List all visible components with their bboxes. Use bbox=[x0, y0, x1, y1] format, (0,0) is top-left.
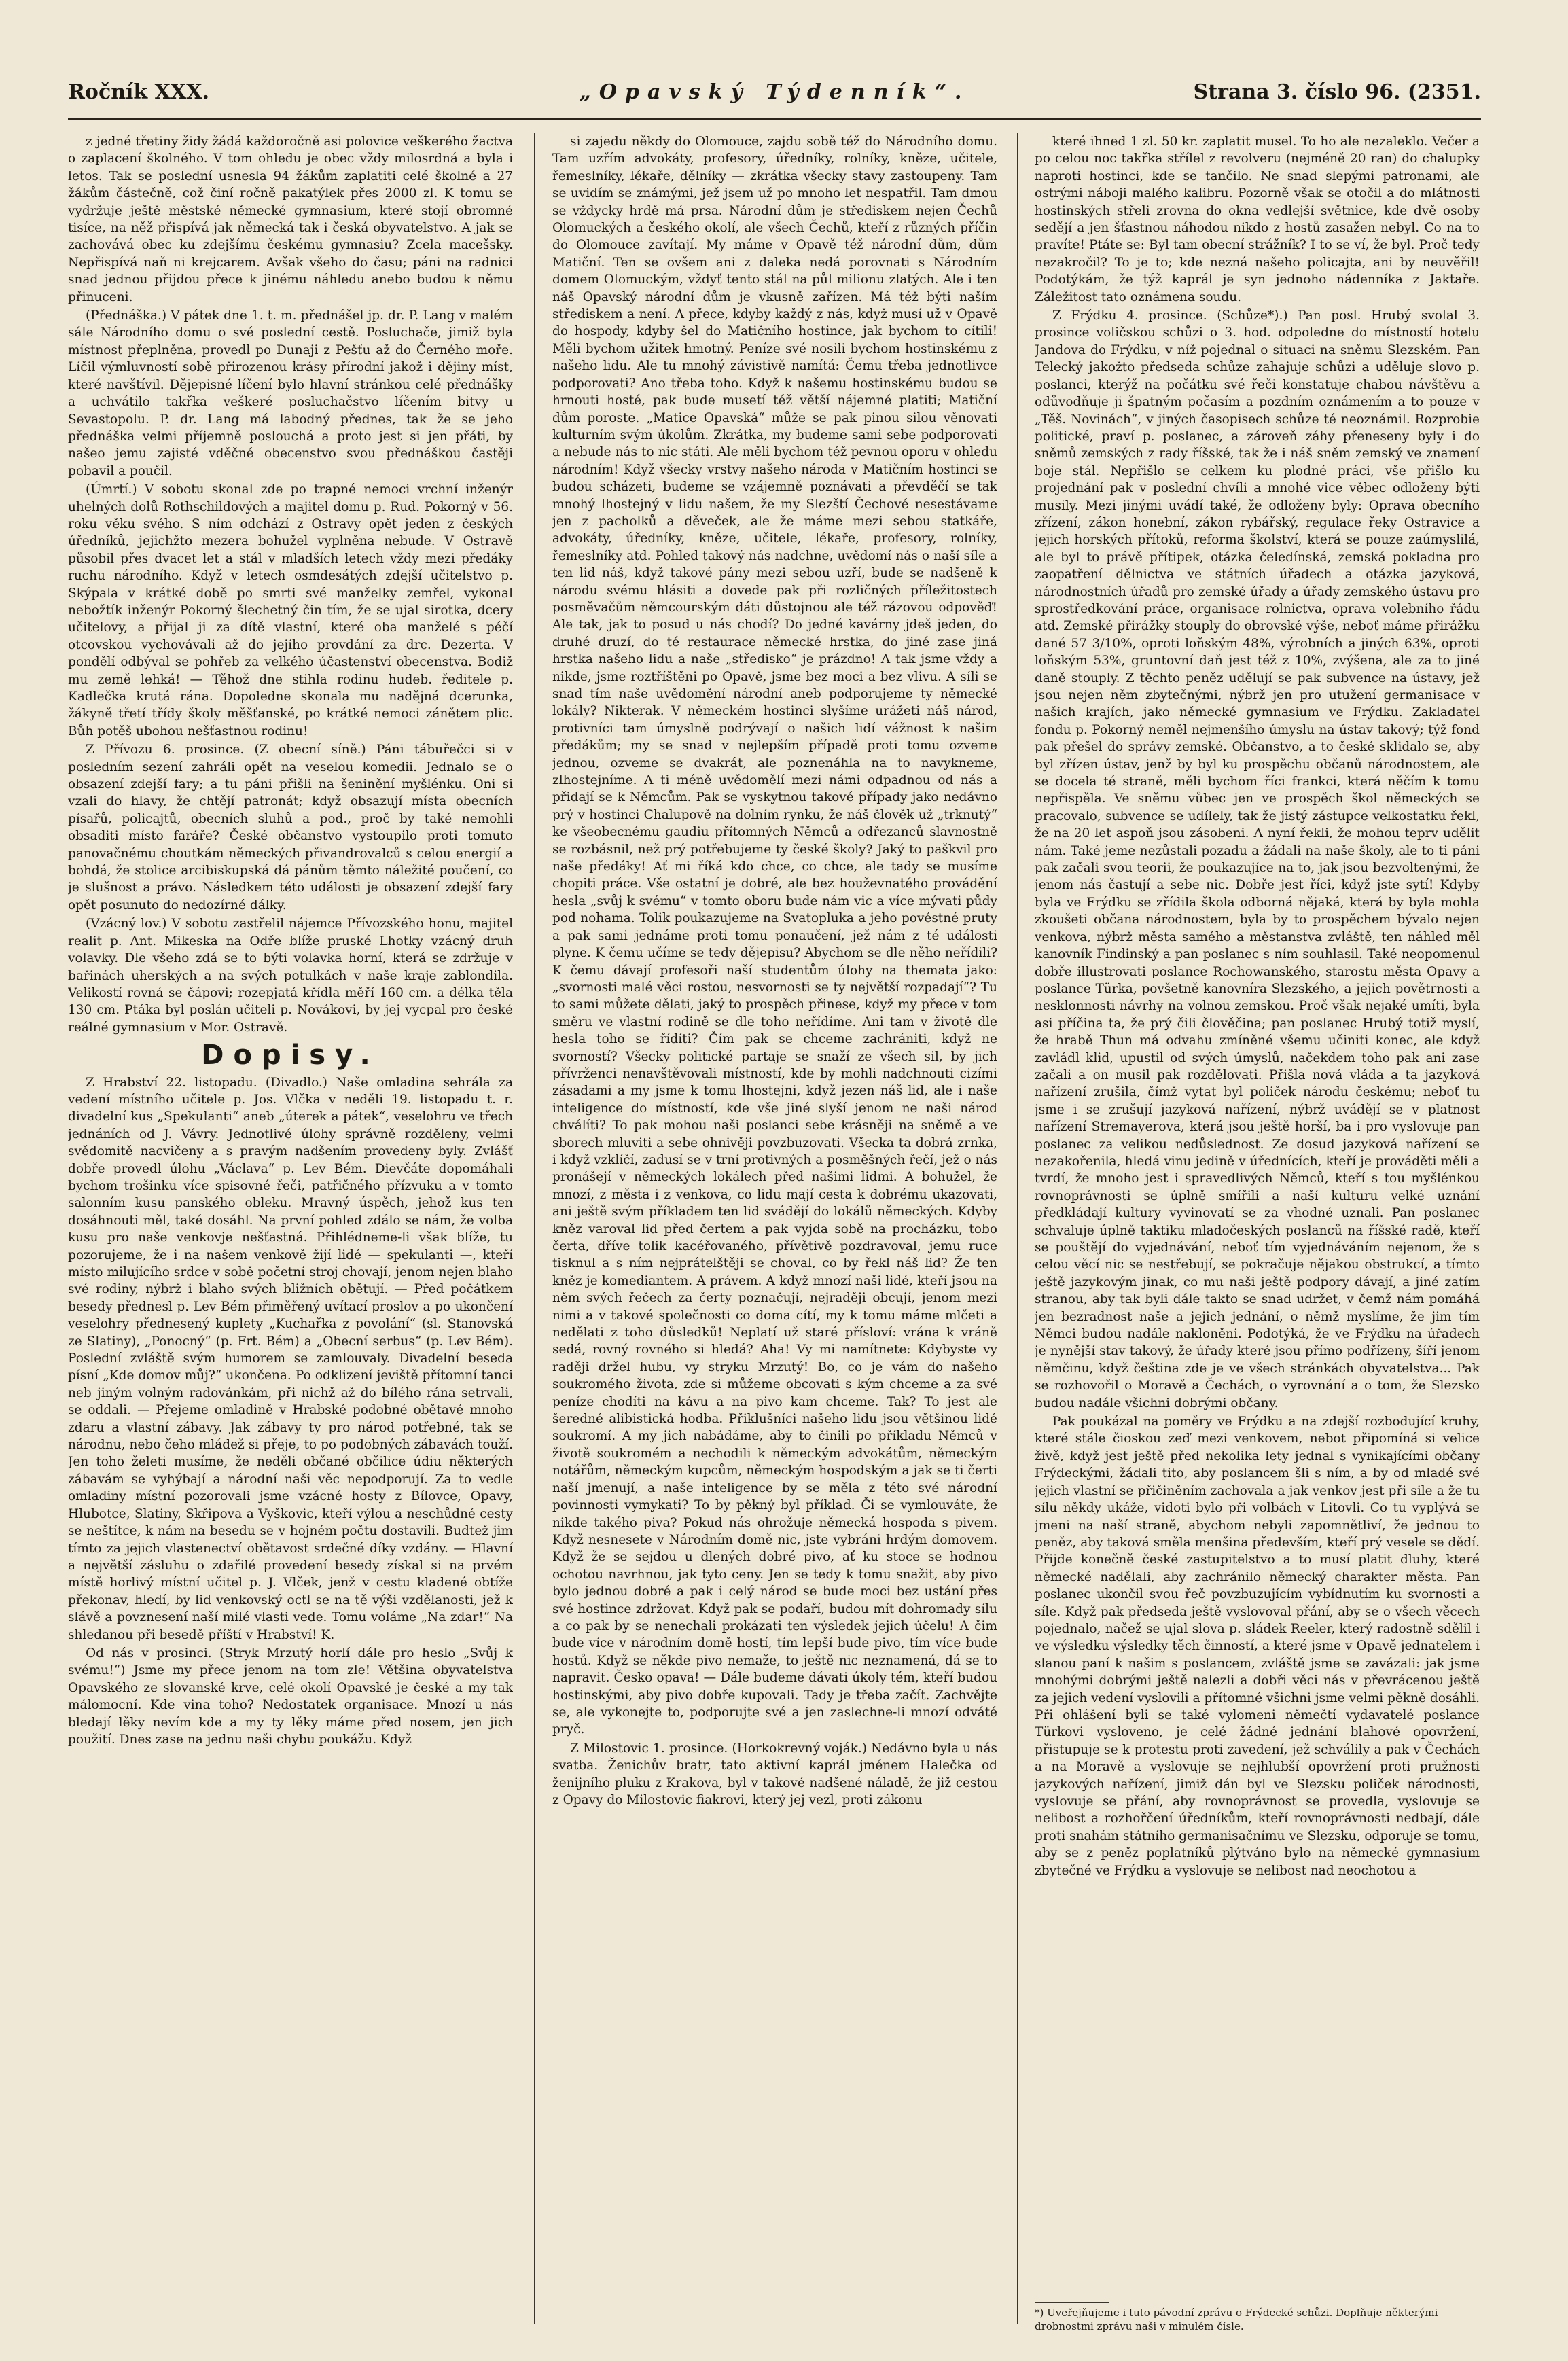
column-divider bbox=[534, 133, 535, 2324]
volume-label: Ročník XXX. bbox=[68, 80, 209, 104]
footnote-area bbox=[1035, 2302, 1480, 2333]
article-paragraph: Z Přívozu 6. prosince. (Z obecní síně.) Páni tábuřečci si v posledním sezení zahráli opět na veselou komedii. Jednalo se o obsazení zdejší fary; a tu páni přišli na šeninění myšlénku. Oni si vzali do hlavy, že chtějí patronát; když obsazují místa obecních písařů, policajtů, obecních sluhů a pod., proč by také nemohli obsaditi místo faráře? České občanstvo vystoupilo proti tomuto panovačnému choutkám německých přivandrovalců s celou energií a bohdá, že stolice arcibiskupská dá pánům těmto náležité poučení, co je slušnost a právo. Následkem této události je obsazení zdejší fary opět posunuto do nedozírné dálky. bbox=[68, 743, 513, 912]
article-paragraph: Pak poukázal na poměry ve Frýdku a na zdejší rozbodující kruhy, které stále čioskou zeď mezi venkovem, nebot připomíná si velice živě, když jest ještě před nekolika lety jednal s vynikajícími občany Frýdeckými, žádali tito, aby poslancem šli s ním, a by od mladé své jejich vlastní se přičiněním zachovala a jak venkov jest při sile a že tu sílu někdy ukáže, vidoti bylo při volbách v Litovli. Co tu vyplývá se jmeni na naší straně, abychom nebyli zapomnětliví, že jednou to peněz, aby taková směla menšina především, kteří prý vesele se dědí. Přijde konečně české zastupitelstvo a to musí platit dluhy, které německé nadělali, aby zachránilo německý charakter města. Pan poslanec ukončil svou řeč povzbuzujícím vybídnutím ku svornosti a síle. Když pak předseda ještě vyslovoval přání, aby se o všech věcech pojednalo, načež se ujal slova p. sládek Reeler, který radostně sdělil i ve výsledku výsledky těch činností, a které jsme v Opavě jednatelem i slanou paní k našim s poslancem, zvláště jsme se zavázali: jak jsme mnohými dobrými ještě nalezli a dobři věci nás v převrácenou ještě za jejich vedení vyslovili a přítomné všichni jsme velmi pěkně dosáhli. Při ohlášení byli se také vylomeni němečtí vydavatelé poslance Türkovi vysloveno, je celé žádné jednání blahové opovržení, přistupuje se k protestu proti zavedení, jež schválily a pak v Čechách a na Moravě a vyslovuje se nejhlubší opovržení proti pružnosti jazykových nařízení, jimiž dán byl ve Slezsku poliček národnosti, vyslovuje se přání, aby rovnoprávnost se provedla, vyslovuje se nelibost a rozhořčení úředníkům, kteří rovnoprávnosti nedbají, dále proti snahám státního germanisačnímu ve Slezsku, odporuje se tomu, aby se z peněz poplatníků plýtváno bylo na německé gymnasium zbytečné ve Frýdku a vyslovuje se nelibost nad neochotou a bbox=[1035, 1415, 1480, 1878]
column-divider bbox=[1017, 133, 1018, 2324]
section-heading: Dopisy. bbox=[201, 1040, 380, 1071]
column-3 bbox=[1035, 133, 1480, 2335]
article-paragraph: (Vzácný lov.) V sobotu zastřelil nájemce Přívozského honu, majitel realit p. Ant. Mikeska na Odře blíže pruské Lhotky vzácný druh volavky. Dle všeho zdá se to býti volavka horní, která se zdržuje v bařinách uherských a na svých potulkách v naše kraje zablondila. Velikostí rovná se čápovi; rozepjatá křídla měří 160 cm. a délka těla 130 cm. Ptáka byl poslán učiteli p. Novákovi, by jej vycpal pro české reálné gymnasium v Mor. Ostravě. bbox=[68, 917, 513, 1035]
column-2 bbox=[552, 133, 997, 2335]
newspaper-title: „Opavský Týdenník“. bbox=[579, 80, 970, 104]
article-paragraph: (Přednáška.) V pátek dne 1. t. m. přednášel jp. dr. P. Lang v malém sále Národního domu o své poslední cestě. Posluchače, jimiž byla místnost přeplněna, provedl po Dunaji z Pešťu až do Černého moře. Líčil výmluvností sobě přirozenou krásy přírodní jakož i dějiny míst, které navštívil. Dějepisné líčení bylo hlavní stránkou celé přednášky a uchvátilo takřka veškeré posluchačstvo líčením bitvy u Sevastopolu. P. dr. Lang má labodný přednes, tak že se jeho přednáška velmi příjemně poslouchá a proto jest si jen přáti, by našeo jemu zajisté vděčné obecenstvo svou přednáškou častěji pobavil a poučil. bbox=[68, 308, 513, 478]
article-paragraph: si zajedu někdy do Olomouce, zajdu sobě též do Národního domu. Tam uzřím advokáty, profesory, úředníky, rolníky, kněze, učitele, řemeslníky, lékaře, dělníky — zkrátka všecky stavy zastoupeny. Tam se uvidím se známými, jež jsem už po mnoho let nespatřil. Tam dmou se vždycky hrdě má prsa. Národní dům je střediskem nejen Čechů Olomuckých a českého okolí, ale všech Čechů, kteří z různých příčin do Olomouce zavítají. My máme v Opavě též národní dům, dům Matiční. Ten se ovšem ani z daleka nedá porovnati s Národním domem Olomuckým, vždyť tento stál na půl milionu zlatých. Ale i ten náš Opavský národní dům je vkusně zařízen. Má též býti naším střediskem a není. A přece, kdyby každý z nás, když musí už v Opavě do hospody, kdyby šel do Matičního hostince, jak bychom to cítili! Měli bychom užitek hmotný. Peníze své nosili bychom hostinskému z našeho lidu. Ale tu mnohý závistivě namítá: Čemu třeba jednotlivce podporovati? Ano třeba toho. Když k našemu hostinskému budou se hrnouti hosté, pak bude musetí též větší nájemné platiti; Matiční dům poroste. „Matice Opavská“ může se pak pinou silou věnovati kulturním svým úkolům. Zkrátka, my budeme sami sebe podporovati a nebude nás to nic státi. Ale měli bychom též pevnou oporu v ohledu národním! Když všecky vrstvy našeho národa v Matičním hostinci se budou scházeti, budeme se vzájemně poznávati a převděčí se tak mnohý lhostejný v lidu našem, že my Slezští Čechové nesestávame jen z pacholků a děveček, ale že máme mezi sebou statkáře, advokáty, úředníky, kněze, učitele, lékaře, profesory, rolníky, řemeslníky atd. Pohled takový nás nadchne, uvědomí nás o naší síle a ten lid náš, když takové pány mezi sebou uzří, bude se nadšeně k národu svému hlásiti a dovede pak při rozličných příležitostech posměvačům němcourským dáti důstojnou ale též rázovou odpověď! Ale tak, jak to posud u nás chodí? Do jedné kavárny jdeš jeden, do druhé druzí, do té restaurace německé hrstka, do jiné zase jiná hrstka našeho lidu a naše „středisko“ je prázdno! A tak jsme vždy a nikde, jsme roztříštěni po Opavě, jsme bez moci a bez vlivu. A síli se snad tím naše uvědomění národní aneb podporujeme ty německé lokály? Nikterak. V německém hostinci slyšíme urážeti náš národ, protivníci tam úmyslně podrývají o našich lidí vážnost k našim předákům; my se snad v nejlepším případě proti tomu ozveme jednou, ozveme se dvakrát, ale poznenáhla na to navykneme, zlhostejníme. A ti méně uvědomělí mezi námi odpadnou od nás a přidají se k Němcům. Pak se vyskytnou takové případy jako nedávno prý v hostinci Chalupově na dolním rynku, že náš člověk už „trknutý“ ke všeobecnému gaudiu přítomných Němců a odřezanců slavnostně se rozbásnil, než prý potřebujeme ty české školy? Jaký to paškvil pro naše předáky! Ať mi říká kdo chce, co chce, ale tady se musíme chopiti práce. Vše ostatní je dobré, ale bez houževnatého provádění hesla „svůj k svému“ v tomto oboru bude nám vic a více mývati půdy pod nohama. Tolik poukazujeme na Svatopluka a jeho povéstné pruty a pak sami jednáme proti tomu ponaučení, jež nám z té události plyne. K čemu učíme se tedy dějepisu? Abychom se dle něho neřídili? K čemu dávají profesoři naší studentům úlohy na themata jako: „svornosti malé věci rostou, nesvornosti se ty největší rozpadají“? Tu to sami můžete dělati, jaký to prospěch přinese, když my přece v tom směru ve vlastní rodině se dle toho neřídíme. Ani tam v životě dle hesla toho se řídíti? Čím pak se chceme zachrániti, když ne svorností? Všecky politické partaje se snaží ze všech sil, by jich přívrženci nenavštěvovali místností, kde by mohli nadchnouti cizími zásadami a my jsme k tomu lhostejni, když jezen náš lid, ale i naše inteligence do místností, kde vše jiné slyší jenom ne naši národ chválíti? To pak mohou naši poslanci sebe krásněji na sněmě a ve sborech mluviti a sebe ohnivěji povzbuzovati. Všecka ta dobrá zrnka, i když vzklíčí, zadusí se v trní protivných a posměšných řečí, jež o nás pronášejí v německých lokálech před našimi lidmi. A bohužel, že mnozí, z města i z venkova, co lidu mají cesta k dobrému ukazovati, ani ještě svým příkladem ten lid svádějí do lokálů německých. Kdyby kněz varoval lid před čertem a pak vyjda sobě na procházku, tobo čerta, dříve tolik kacéřovaného, přívětivě pozdravoval, jemu ruce tisknul a s ním nejprátelštěji se choval, co by řekl náš lid? Že ten kněz je komediantem. A právem. A když mnozí naši lidé, kteří jsou na něm svých řečech za čerty poznačují, nejraději obcují, jenom mezi nimi a v takové společnosti co doma cítí, my k tomu máme mlčeti a nedělati z toho důsledků! Neplatí už staré přísloví: vrána k vráně sedá, rovný rovného si hledá? Aha! Vy mi namítnete: Kdybyste vy raději držel hubu, vy stryku Mrzutý! Bo, co je vám do našeho soukromého života, zde si můžeme obcovati s kým chceme a za své peníze chodíti na kávu a na pivo kam chceme. Tak? To jest ale šeredné alibistická hodba. Přiklušníci našeho lidu jsou většinou lidé soukromí. A my jich nabádáme, aby to činili po příkladu Němců v životě soukromém a nechodili k německým advokátům, německým notářům, německým kupcům, německým hospodským a jak se ti čerti naší jmenují, a naše inteligence by se měla z této své národní povinnosti vymykati? To by pěkný byl příklad. Či se vymlouváte, že nikde takého piva? Pokud nás ohrožuje německá hospoda s pivem. Když nesnesete v Národním domě nic, jste vybráni hrdým domovem. Když že se sejdou u dlených dobré pivo, ať ku stoce se hodnou ochotou navrhnou, jak tyto ceny. Jen se tedy k tomu snažit, aby pivo bylo jednou dobré a pak i celý národ se bude moci bez ustání přes své hostince zdržovat. Když pak se podaří, budou mít dohromady sílu a co pak by se nenechali prokázati ten výsledek jejich účelu! A čim bude více v národním domě hostí, tím lepší bude pivo, tím více bude hostů. Když se někde pivo nemaže, to ještě nic neznamená, dá se to napravit. Česko opava! — Dále budeme dávati úkoly tém, kteří budou hostinskými, aby pivo dobře kupovali. Tady je třeba začít. Zachvějte se, ale vykonejte to, podporujte své a jen zaslechne-li mnozí odváté pryč. bbox=[552, 135, 997, 1737]
article-paragraph: Z Frýdku 4. prosince. (Schůze*).) Pan posl. Hrubý svolal 3. prosince voličskou schůzi o 3. hod. odpoledne do místností hotelu Jandova do Frýdku, v níž pojednal o situaci na sněmu Slezském. Pan Telecký jakožto předseda schůze zahajuje schůzi a uděluje slovo p. poslanci, kterýž na počátku své řeči konstatuje chabou návštěvu a odůvodňuje ji špatným počasím a pozdním oznámením a to pouze v „Těš. Novinách“, v jiných časopisech schůze té neoznámil. Rozprobie politické, praví p. poslanec, a zároveň záhy přeneseny byly i do sněmů zemských z rady říšské, tak že i náš sněm zemský ve znamení boje stál. Nepřišlo se celkem ku plodné práci, vše přišlo ku projednání pak v poslední chvíli a mnohé vice věbec odloženy býti musily. Mezi jinými uvádí také, že odloženy byly: Oprava obecního zřízení, zákon honební, zákon rybářský, regulace řeky Ostravice a jejich horských přítoků, reforma školství, která se pouze zaúmyslilá, ale byl to právě přítipek, otázka čeledínská, zemská pokladna pro zaopatření dělnictva ve státních úřadech a otázka jazyková, národnostních úřadů pro zemské úřady a úřady zemského ústavu pro sprostředkování práce, organisace rolnictva, oprava volebního řádu atd. Zemské přirážky stouply do obrovské výše, neboť máme přirážku dané 57 3/10%, oproti loňským 48%, výrobních a jiných 63%, oproti loňským 53%, gruntovní daň jest též z 10%, zvýšena, ale za to jiné daně stouply. Z těchto peněz udělují se pak subvence na ústavy, jež jsou nejen něm zbytečnými, nýbrž jen pro utužení germanisace v našich krajích, jako německé gymnasium ve Frýdku. Zakladatel fondu p. Pokorný neměl nejmenšího úmyslu na ústav takový; týž fond pak přešel do správy zemské. Občanstvo, a to české sklidalo se, aby byl zřízen ústav, jenž by byl ku prospěchu občanů národnostem, ale se docela té straně, měli bychom říci frankci, která něčím k tomu nepřispěla. Ve sněmu vůbec jen ve prospěch škol německých se pracovalo, subvence se udílely, tak že jistý zástupce velkostatku řekl, že na 20 let aspoň jsou zásobeni. A nyní řekli, že mohou teprv udělit nám. Také jeme nezůstali pozadu a žádali na naše školy, ale to ti páni pak začali svou teorii, že poukazujíce na to, jak jsou bezvoltenými, že jenom nás častují a sebe nic. Dobře jest říci, když jste sytí! Kdyby byla ve Frýdku se zřídila škola odborná nějaká, která by byla mohla zkoušeti občana národnostem, byla by to prospěchem bývalo nejen venkova, nýbrž města samého a městanstva zvláště, ten náhled měl kanovník Findinský a pan poslanec s ním souhlasil. Také neopomenul dobře illustrovati poslance Rochowanského, starostu města Opavy a poslance Türka, povšetně kanovníra Slezského, a jejich povětrnosti a nesklonnosti návrhy na volnou zemskou. Proč však nejaké umíti, byla asi příčina ta, že prý čili člověčina; pan poslanec Hrubý totiž myslí, že hrabě Thun má odvahu zmíněné všemu učiniti konec, ale když zavládl klid, upustil od svých úmyslů, načekdem toho pak ani zase začali a on musil pak rozdělovati. Přišla nová vláda a ta jazyková nařízení zrušila, čímž vytat byl poliček národu českému; neboť tu jsme i se zrušují jazyková nařízení, nýbrž uvádějí se v platnost nařízení Stremayerova, která jsou ještě horší, ba i pro vyslovuje pan poslanec za velikou nedůslednost. Ze dosud jazyková nařízení se nezakořenila, hledá vinu jedině v úřednících, kteří je prováděti měli a tvrdí, že mnoho jest i spravedlivých Němců, kteří s tou myšlénkou rovnoprávnosti se úplně smířili a naší kulturu velké uznání předkládají kultury vyvinovatí se za vhodné uznali. Pan poslanec schvaluje úplně taktiku mladočeských poslanců na říšské radě, kteří se pouštějí do vyjednávání, neboť tím vyjednáváním nejenom, že s celou věcí nic se nestřebují, se pokračuje nějakou obstrukcí, a tímto ještě jazykovým jinak, co mu naši ještě podpory dávají, a jiné zatím stranou, aby tak byli dále takto se snad udržet, v čemž nám pomáhá jen bezradnost naše a jejich jednání, o němž myslíme, že jim tím Němci budou nadále nakloněni. Podotýká, že ve Frýdku na úřadech je nynější stav takový, že úřady které jsou přímo podřízeny, šíří jenom němčinu, když čeština zde je ve všech stránkách obyvatelstva... Pak se rozhovořil o Moravě a Čechách, o vyrovnání a o tom, že Slezsko budou nadále všichni dobrými občany. bbox=[1035, 308, 1480, 1410]
page-number: Strana 3. číslo 96. (2351. bbox=[1193, 80, 1481, 104]
article-paragraph: Z Hrabství 22. listopadu. (Divadlo.) Naše omladina sehrála za vedení místního učitele p. Jos. Vlčka v neděli 19. listopadu t. r. divadelní kus „Spekulanti“ aneb „úterek a pátek“, veselohru ve třech jednáních od J. Vávry. Jednotlivé úlohy správně rozděleny, velmi svědomitě nacvičeny a s pravým nadšením provedeny byly. Zvlášť dobře provedl úlohu „Václava“ p. Lev Bém. Dievčáte dopomáhali bychom trošinku více spisovné řeči, patřičného přízvuku a v tomto salonním kusu panského obleku. Mravný úspěch, jehož kus ten dosáhnouti měl, také dosáhl. Na první pohled zdálo se nám, že volba kusu pro naše venkovje nešťastná. Přihlédneme-li však blíže, tu pozorujeme, že i na našem venkově žijí lidé — spekulanti —, kteří místo milujícího srdce v sobě početní stroj chovají, jenom nejen blaho své rodiny, nýbrž i blaho svých bližních obětují. — Před počátkem besedy přednesl p. Lev Bém přiměřený uvítací proslov a po ukončení veselohry přednesený kuplety „Kuchařka z povolání“ (sl. Stanovská ze Slatiny), „Ponocný“ (p. Frt. Bém) a „Obecní serbus“ (p. Lev Bém). Poslední zvláště svým humorem se zamlouvaly. Divadelní beseda písní „Kde domov můj?“ ukončena. Po odklizení jeviště přítomní tanci neb jiným volným radovánkám, při nichž až do bílého rána setrvali, se oddali. — Přejeme omladině v Hrabské podobné obětavé mnoho zdaru a vlastní zábavy. Jak zábavy ty pro národ potřebné, tak se národnu, nebo čeho mládež si přeje, to po podobných zábavách touží. Jen toho želeti musíme, že neděli občané občilice údiu některých zábavám se vyhýbají a národní naši věc nepodporují. Za to vedle omladiny místní pozorovali jsme vzácné hosty z Bílovce, Opavy, Hlubotce, Slatiny, Skřipova a Vyškovic, kteří výlou a neschůdné cesty se neštítce, k nám na besedu se v hojném počtu dostavili. Budtež jim tímto za jejich vlastenectví obětavost srdečné díky vzdány. — Hlavní a největší zásluhu o zdařilé provedení besedy získal si na prvém místě horlivý místní učitel p. J. Vlček, jenž v cestu kladené obtíže překonav, hledí, by lid venkovský octl se na tě výši vzdělanosti, jež k slávě a povznesení naší milé vlasti vede. Tomu voláme „Na zdar!“ Na shledanou při besedě příští v Hrabství! K. bbox=[68, 1075, 513, 1642]
article-paragraph: které ihned 1 zl. 50 kr. zaplatit musel. To ho ale nezaleklo. Večer a po celou noc takřka střílel z revolveru (nejméně 20 ran) do chalupky naproti hostinci, kde se tančilo. Ne snad slepými patronami, ale ostrými náboji malého kalibru. Pozorně však se otočil a do mlátnosti hostinských střeli zrovna do okna vedlejší světnice, kde dvě osoby sedějí a jen šťastnou náhodou nikdo z hostů zasažen nebyl. Co na to pravíte! Ptáte se: Byl tam obecní strážník? I to se ví, že byl. Proč tedy nezakročil? To je to; kde nezná našeho policajta, ani by neuvěřil! Podotýkám, že týž kaprál je syn jednoho nádenníka z Jaktaře. Záležitost tato oznámena soudu. bbox=[1035, 135, 1480, 304]
article-paragraph: Od nás v prosinci. (Stryk Mrzutý horlí dále pro heslo „Svůj k svému!“) Jsme my přece jenom na tom zle! Většina obyvatelstva Opavského ze slovanské krve, celé okolí Opavské je české a my tak málomocní. Kde vina toho? Nedostatek organisace. Mnozí u nás bledají lěky nevím kde a my ty lěky máme před nosem, jen jich použití. Dnes zase na jednu naši chybu poukážu. Když bbox=[68, 1646, 513, 1747]
article-paragraph: Z Milostovic 1. prosince. (Horkokrevný voják.) Nedávno byla u nás svatba. Ženichův bratr, tato aktivní kaprál jménem Halečka od ženijního pluku z Krakova, byl v takové nadšené náladě, že již cestou z Opavy do Milostovic fiakrovi, který jej vezl, proti zákonu bbox=[552, 1741, 997, 1807]
column-1 bbox=[68, 133, 513, 2335]
article-paragraph: (Úmrtí.) V sobotu skonal zde po trapné nemoci vrchní inženýr uhelných dolů Rothschildových a majitel domu p. Rud. Pokorný v 56. roku věku svého. S ním odchází z Ostravy opět jeden z českých úředníků, jejichžto mezera bohužel vyplněna nebude. V Ostravě působil přes dvacet let a stál v mladších letech vždy mezi předáky ruchu národního. Když v letech osmdesátých zdejší učitelstvo p. Skýpala v krátké době po smrti své manželky zemřel, vykonal nebožtík inženýr Pokorný šlechetný čin tím, že se ujal sirotka, dcery učitelovy, a přijal ji za dítě vlastní, které oba manželé s péčí otcovskou vychovávali až do jejího provdání za drc. Dezerta. V pondělí odbýval se pohřeb za velkého účastenství obecenstva. Bodiž mu země lehká! — Těhož dne stihla rodinu hudeb. ředitele p. Kadlečka krutá rána. Dopoledne skonala mu nadějná dcerunka, žákyně třetí třídy školy měšťanské, po krátké nemoci zánětem plic. Bůh potěš ubohou nešťastnou rodinu! bbox=[68, 482, 513, 739]
footnote: *) Uveřejňujeme i tuto pávodní zprávu o Frýdecké schůzi. Doplňuje některými drobnostmi zprávu naši v minulém čísle. bbox=[1035, 2307, 1438, 2332]
footnote-rule bbox=[1035, 2302, 1109, 2303]
page-header bbox=[68, 80, 1481, 120]
article-paragraph: z jedné třetiny židy žádá každoročně asi polovice veškerého žactva o zaplacení školného. V tom ohledu je obec vždy milosrdná a byla i letos. Tak se poslední usnesla 94 žákům zaplatiti celé školné a 27 žákům částečně, což činí ročně pakatýlek přes 2000 zl. K tomu se vydržuje ještě městské německé gymnasium, které stojí obromné tisíce, na něž přispívá jak německá tak i česká obyvatelstvo. A jak se zachovává obec ku zdejšímu českému gymnasiu? Zcela macešsky. Nepřispívá naň ni krejcarem. Avšak všeho do času; páni na radnici snad jednou přijdou přece k jinému náhledu anebo budou k němu přinuceni. bbox=[68, 135, 513, 304]
